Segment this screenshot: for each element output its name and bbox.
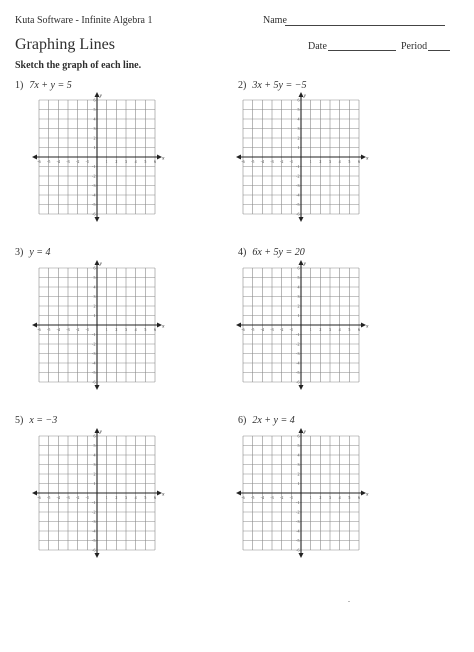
y-tick-label: 6 [93,97,96,103]
x-tick-label: -5 [250,327,255,332]
y-tick-label: 3 [297,126,300,131]
x-tick-label: 6 [154,495,156,500]
y-tick-label: -2 [92,341,96,347]
date-field[interactable] [328,50,396,51]
y-axis-arrow-down [299,553,304,558]
coordinate-grid-5[interactable] [33,429,165,556]
x-axis-label: x [366,323,369,330]
y-tick-label: 4 [93,116,96,122]
problem-5 [15,415,57,426]
y-axis-arrow-down [95,553,100,558]
x-tick-label: 1 [309,327,312,332]
problem-4 [238,247,305,258]
y-tick-label: -4 [296,192,300,198]
y-tick-label: 2 [297,303,300,309]
y-tick-label: -5 [92,202,96,207]
y-tick-label: 4 [93,284,96,290]
problem-number: 4) [238,247,247,258]
y-tick-label: 1 [93,481,96,486]
x-tick-label: -5 [46,159,51,164]
x-tick-label: 3 [125,159,127,164]
y-tick-label: 6 [297,97,300,103]
problem-equation: 2x + y = 4 [252,415,295,426]
x-tick-label: -3 [66,495,70,500]
y-tick-label: 6 [93,433,96,439]
x-tick-label: -5 [250,159,255,164]
x-axis-arrow-left [236,491,241,496]
y-tick-label: 1 [93,313,96,318]
x-tick-label: -6 [37,159,41,164]
y-tick-label: 2 [93,471,96,477]
y-axis-arrow-down [299,217,304,222]
x-axis-label: x [162,491,165,498]
name-field[interactable] [285,25,445,26]
problem-equation: x = −3 [29,415,58,426]
problem-number: 2) [238,80,247,91]
x-tick-label: -2 [75,327,80,332]
y-tick-label: -6 [92,379,96,385]
x-tick-label: -5 [46,495,51,500]
y-tick-label: -4 [296,528,300,534]
y-tick-label: -4 [296,360,300,366]
x-tick-label: -2 [75,159,80,164]
x-tick-label: -6 [241,159,245,164]
y-axis-label: y [303,429,306,435]
x-tick-label: 3 [125,327,127,332]
x-tick-label: -4 [56,159,61,164]
y-tick-label: 1 [93,145,96,150]
x-tick-label: 1 [309,495,312,500]
y-tick-label: -6 [296,211,300,217]
x-tick-label: 4 [134,495,137,500]
coordinate-grid-4[interactable] [237,261,369,388]
date-label: Date [308,41,327,52]
problem-number: 6) [238,415,247,426]
y-tick-label: 3 [297,294,300,299]
y-tick-label: -3 [296,351,300,356]
x-axis-arrow-left [32,323,37,328]
x-tick-label: -4 [260,327,265,332]
y-tick-label: 6 [297,433,300,439]
x-tick-label: -4 [260,159,265,164]
page-title: Graphing Lines [15,36,115,53]
x-tick-label: 5 [144,159,147,164]
y-tick-label: -5 [296,202,300,207]
x-tick-label: 4 [338,327,341,332]
y-tick-label: -3 [92,519,96,524]
x-tick-label: 5 [144,327,147,332]
y-tick-label: 5 [93,107,96,112]
x-tick-label: 4 [338,159,341,164]
y-axis-arrow-down [299,385,304,390]
x-tick-label: 5 [144,495,147,500]
y-axis-label: y [99,93,102,99]
x-tick-label: -5 [250,495,255,500]
y-tick-label: -1 [296,500,300,505]
coordinate-grid-3[interactable] [33,261,165,388]
y-tick-label: 3 [297,462,300,467]
y-tick-label: -3 [92,183,96,188]
x-axis-label: x [366,491,369,498]
y-tick-label: 6 [93,265,96,271]
y-tick-label: -5 [92,538,96,543]
y-tick-label: -6 [296,379,300,385]
x-tick-label: -4 [56,495,61,500]
x-tick-label: -5 [46,327,51,332]
y-tick-label: -6 [296,547,300,553]
x-axis-label: x [162,155,165,162]
y-tick-label: -4 [92,528,96,534]
coordinate-grid-2[interactable] [237,93,369,220]
x-tick-label: 5 [348,495,351,500]
y-tick-label: -3 [296,183,300,188]
y-tick-label: -6 [92,547,96,553]
y-axis-arrow-down [95,217,100,222]
y-tick-label: 5 [93,443,96,448]
x-tick-label: -2 [75,495,80,500]
x-tick-label: 6 [358,495,360,500]
y-tick-label: -5 [296,538,300,543]
y-tick-label: -3 [92,351,96,356]
x-tick-label: 5 [348,159,351,164]
y-tick-label: 1 [297,145,300,150]
y-tick-label: -5 [92,370,96,375]
coordinate-grid-1[interactable] [33,93,165,220]
x-tick-label: -6 [37,327,41,332]
y-tick-label: 2 [93,135,96,141]
problem-equation: 7x + y = 5 [29,80,72,91]
x-tick-label: -3 [270,159,274,164]
x-tick-label: 2 [115,495,118,500]
problem-equation: y = 4 [29,247,51,258]
y-tick-label: 1 [297,481,300,486]
x-tick-label: 3 [329,159,331,164]
y-tick-label: 2 [297,471,300,477]
x-axis-arrow-left [32,491,37,496]
x-tick-label: 3 [329,327,331,332]
x-tick-label: -4 [260,495,265,500]
y-tick-label: 4 [297,116,300,122]
x-tick-label: -1 [289,327,294,332]
x-tick-label: 1 [105,159,108,164]
x-tick-label: 2 [319,495,322,500]
y-tick-label: -3 [296,519,300,524]
y-tick-label: 3 [93,462,96,467]
x-tick-label: 3 [125,495,127,500]
y-tick-label: 3 [93,294,96,299]
x-tick-label: 1 [309,159,312,164]
x-tick-label: 6 [154,327,156,332]
problem-6 [238,415,295,426]
x-axis-arrow-left [236,323,241,328]
problem-number: 3) [15,247,24,258]
problem-equation: 3x + 5y = −5 [252,80,307,91]
y-tick-label: 5 [297,443,300,448]
y-tick-label: -2 [92,509,96,515]
x-axis-label: x [162,323,165,330]
x-tick-label: -6 [37,495,41,500]
x-tick-label: -6 [241,327,245,332]
x-axis-label: x [366,155,369,162]
x-tick-label: 1 [105,327,108,332]
y-tick-label: 5 [297,275,300,280]
x-tick-label: -4 [56,327,61,332]
x-tick-label: -2 [279,159,284,164]
y-axis-label: y [99,261,102,267]
x-tick-label: 4 [134,327,137,332]
x-axis-arrow-left [236,155,241,160]
y-tick-label: -2 [296,341,300,347]
y-tick-label: 2 [93,303,96,309]
y-tick-label: -1 [92,164,96,169]
x-tick-label: 4 [338,495,341,500]
x-tick-label: -3 [66,327,70,332]
y-tick-label: -2 [296,173,300,179]
coordinate-grid-6[interactable] [237,429,369,556]
period-field[interactable] [428,50,450,51]
x-tick-label: -3 [270,495,274,500]
y-tick-label: -2 [92,173,96,179]
problem-1 [15,80,72,91]
problem-2 [238,80,306,91]
y-tick-label: -1 [92,500,96,505]
x-tick-label: -1 [85,327,90,332]
x-axis-arrow-left [32,155,37,160]
y-tick-label: -6 [92,211,96,217]
x-tick-label: -1 [85,495,90,500]
y-tick-label: -1 [92,332,96,337]
y-tick-label: 4 [297,284,300,290]
y-tick-label: 5 [297,107,300,112]
x-tick-label: 5 [348,327,351,332]
y-tick-label: -1 [296,332,300,337]
x-tick-label: -1 [289,495,294,500]
x-tick-label: 2 [115,159,118,164]
x-tick-label: -1 [85,159,90,164]
y-tick-label: 6 [297,265,300,271]
x-tick-label: 1 [105,495,108,500]
y-tick-label: 5 [93,275,96,280]
x-tick-label: -3 [270,327,274,332]
y-tick-label: -5 [296,370,300,375]
y-tick-label: 3 [93,126,96,131]
x-tick-label: 3 [329,495,331,500]
problem-equation: 6x + 5y = 20 [252,247,305,258]
y-tick-label: -2 [296,509,300,515]
problem-3 [15,247,51,258]
y-tick-label: -4 [92,360,96,366]
y-tick-label: -1 [296,164,300,169]
x-tick-label: 2 [319,327,322,332]
y-tick-label: 2 [297,135,300,141]
name-label: Name [263,15,287,26]
x-tick-label: -2 [279,327,284,332]
x-tick-label: -2 [279,495,284,500]
x-tick-label: 2 [319,159,322,164]
y-tick-label: 4 [297,452,300,458]
y-tick-label: 1 [297,313,300,318]
x-tick-label: -1 [289,159,294,164]
instructions: Sketch the graph of each line. [15,60,142,71]
y-axis-label: y [303,261,306,267]
problem-number: 1) [15,80,24,91]
y-axis-label: y [99,429,102,435]
x-tick-label: -3 [66,159,70,164]
period-label: Period [401,41,428,52]
problem-number: 5) [15,415,24,426]
x-tick-label: -6 [241,495,245,500]
x-tick-label: 6 [154,159,156,164]
y-axis-arrow-down [95,385,100,390]
x-tick-label: 4 [134,159,137,164]
y-tick-label: -4 [92,192,96,198]
y-axis-label: y [303,93,306,99]
y-tick-label: 4 [93,452,96,458]
x-tick-label: 2 [115,327,118,332]
worksheet-source: Kuta Software - Infinite Algebra 1 [15,15,153,26]
scan-mark [348,601,350,602]
x-tick-label: 6 [358,327,360,332]
x-tick-label: 6 [358,159,360,164]
